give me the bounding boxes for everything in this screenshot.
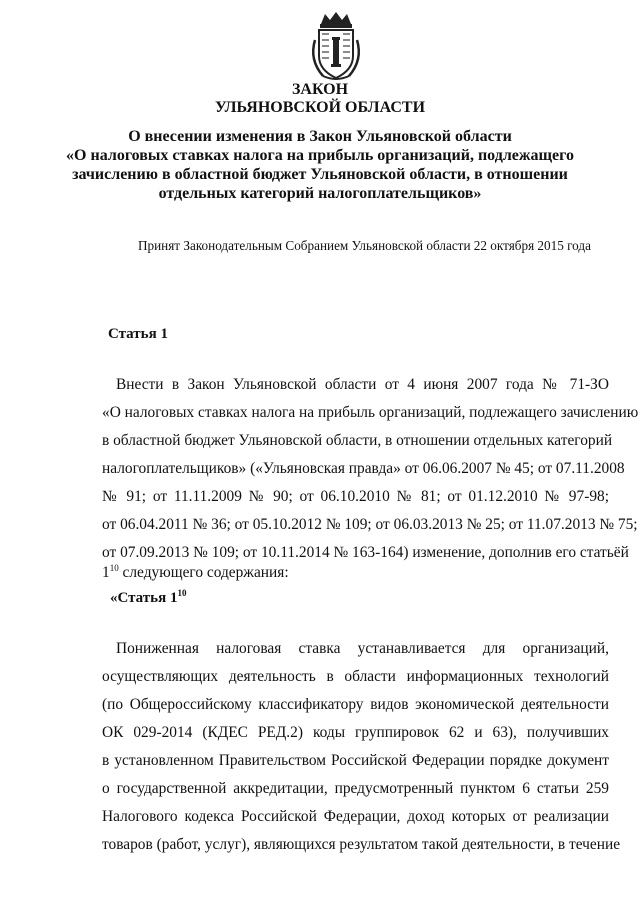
subject-line: О внесении изменения в Закон Ульяновской области (128, 128, 512, 145)
article-1-line: Внести в Закон Ульяновской области от 4 июня 2007 года № 71-ЗО (116, 376, 609, 393)
subject-line: «О налоговых ставках налога на прибыль организаций, подлежащего (66, 147, 574, 164)
region-title: УЛЬЯНОВСКОЙ ОБЛАСТИ (214, 99, 426, 116)
article-1-line: от 07.09.2013 № 109; от 10.11.2014 № 163-164) изменение, дополнив его статьёй (102, 544, 629, 561)
article-1-line: «О налоговых ставках налога на прибыль организаций, подлежащего зачислению (102, 404, 639, 421)
article-number-sup: 10 (109, 563, 119, 573)
new-article-line: о государственной аккредитации, предусмотренный пунктом 6 статьи 259 (102, 780, 609, 797)
new-article-line: товаров (работ, услуг), являющихся результатом такой деятельности, в течение (102, 836, 621, 853)
new-article-heading (110, 589, 186, 607)
article-1-last-line (102, 564, 609, 582)
new-article-line: осуществляющих деятельность в области информационных технологий (102, 668, 609, 685)
article-1-heading: Статья 1 (108, 326, 168, 342)
new-article-line: Налогового кодекса Российской Федерации, доход которых от реализации (102, 808, 609, 825)
new-article-line: Пониженная налоговая ставка устанавливается для организаций, (116, 640, 609, 657)
article-number: 1 (102, 564, 110, 581)
article-1-line: налогоплательщиков» («Ульяновская правда» от 06.06.2007 № 45; от 07.11.2008 (102, 460, 625, 477)
adoption-line: Принят Законодательным Собранием Ульяновской области 22 октября 2015 года (138, 238, 591, 253)
article-1-line: от 06.04.2011 № 36; от 05.10.2012 № 109; от 06.03.2013 № 25; от 11.07.2013 № 75; (102, 516, 638, 533)
new-article-sup: 10 (177, 588, 187, 598)
new-article-line: ОК 029-2014 (КДЕС РЕД.2) коды группировок 62 и 63), получивших (102, 724, 609, 741)
subject-line: зачислению в областной бюджет Ульяновской области, в отношении (72, 166, 568, 183)
coat-of-arms-icon (301, 10, 371, 82)
subject-line: отдельных категорий налогоплательщиков» (158, 185, 482, 202)
new-article-line: в установленном Правительством Российской Федерации порядке документ (102, 752, 609, 769)
article-1-line: № 91; от 11.11.2009 № 90; от 06.10.2010 № 81; от 01.12.2010 № 97-98; (102, 488, 609, 505)
law-title: ЗАКОН (291, 81, 349, 98)
new-article-prefix: «Статья 1 (110, 590, 178, 606)
article-1-last-text: следующего содержания: (118, 564, 289, 581)
article-1-line: в областной бюджет Ульяновской области, в отношении отдельных категорий (102, 432, 613, 449)
new-article-line: (по Общероссийскому классификатору видов экономической деятельности (102, 696, 609, 713)
